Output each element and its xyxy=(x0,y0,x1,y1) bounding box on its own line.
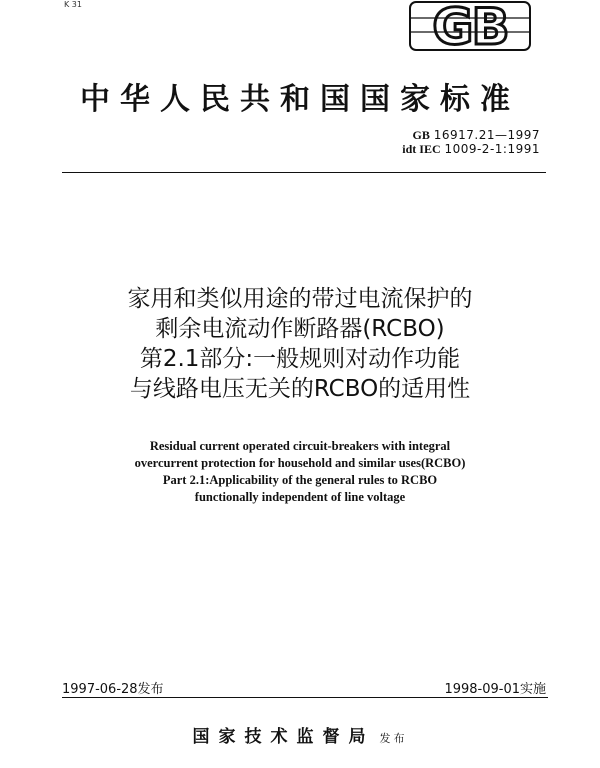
standard-organization-title: 中华人民共和国国家标准 xyxy=(80,82,520,117)
classification-code: K 31 xyxy=(64,0,82,9)
standard-number-block xyxy=(402,128,540,156)
chinese-title xyxy=(0,284,600,404)
gb-number-line xyxy=(402,128,540,142)
publisher-organization: 国家技术监督局 xyxy=(192,727,375,747)
gb-logo xyxy=(408,0,532,52)
gb-logo-text: GB xyxy=(432,0,508,52)
header-divider xyxy=(62,172,546,173)
footer-divider xyxy=(62,697,548,698)
chinese-title-line-4: 与线路电压无关的RCBO的适用性 xyxy=(129,376,471,402)
english-title-line-4: functionally independent of line voltage xyxy=(194,490,406,504)
issue-date: 1997-06-28发布 xyxy=(62,682,164,697)
chinese-title-line-3: 第2.1部分:一般规则对动作功能 xyxy=(139,346,461,372)
gb-prefix: GB xyxy=(412,128,430,142)
idt-number: 1009-2-1:1991 xyxy=(444,142,540,156)
chinese-title-line-2: 剩余电流动作断路器(RCBO) xyxy=(155,316,445,342)
gb-number: 16917.21—1997 xyxy=(433,128,540,142)
english-title xyxy=(0,438,600,506)
implementation-date: 1998-09-01实施 xyxy=(444,682,546,697)
idt-prefix: idt IEC xyxy=(402,142,441,156)
chinese-title-line-1: 家用和类似用途的带过电流保护的 xyxy=(127,286,473,312)
publisher-line xyxy=(0,722,600,747)
idt-number-line xyxy=(402,142,540,156)
english-title-line-2: overcurrent protection for household and similar uses(RCBO) xyxy=(134,456,466,470)
publisher-verb: 发布 xyxy=(379,732,408,745)
english-title-line-1: Residual current operated circuit-breakers with integral xyxy=(149,439,451,453)
english-title-line-3: Part 2.1:Applicability of the general rules to RCBO xyxy=(162,473,438,487)
